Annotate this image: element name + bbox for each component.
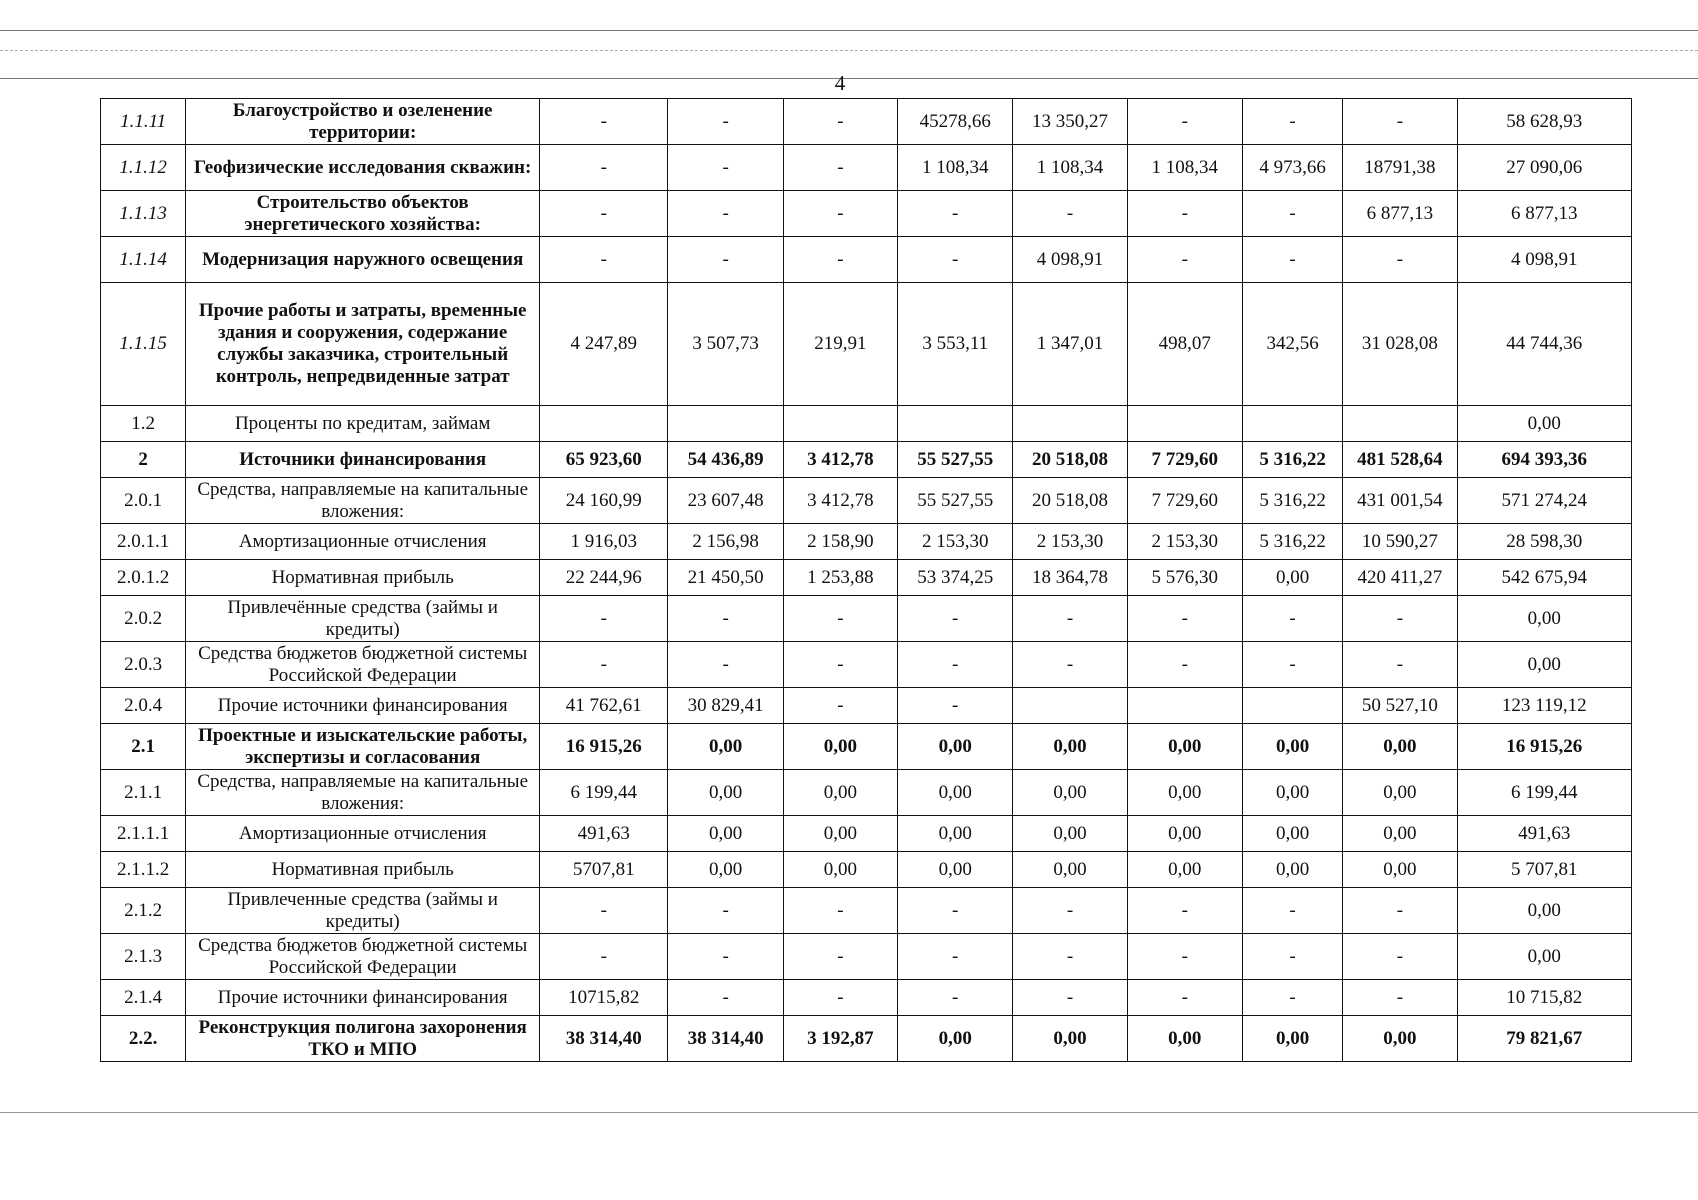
cell-value: 342,56	[1242, 283, 1342, 406]
row-code: 2.1.1.2	[101, 852, 186, 888]
cell-value: -	[1127, 237, 1242, 283]
cell-value: 3 412,78	[783, 442, 897, 478]
cell-value: -	[668, 596, 783, 642]
cell-value: -	[668, 934, 783, 980]
cell-value	[1242, 688, 1342, 724]
cell-value: -	[540, 888, 668, 934]
cell-value: 0,00	[898, 724, 1013, 770]
cell-value: -	[1242, 237, 1342, 283]
cell-value: 6 199,44	[540, 770, 668, 816]
row-name: Привлеченные средства (займы и кредиты)	[186, 888, 540, 934]
table-row	[101, 596, 1632, 642]
cell-total: 27 090,06	[1457, 145, 1632, 191]
row-code: 1.1.12	[101, 145, 186, 191]
cell-value: -	[1013, 888, 1127, 934]
row-name: Амортизационные отчисления	[186, 524, 540, 560]
cell-value: 41 762,61	[540, 688, 668, 724]
financing-table	[100, 98, 1632, 1062]
cell-total: 6 877,13	[1457, 191, 1632, 237]
cell-value: 4 973,66	[1242, 145, 1342, 191]
table-row	[101, 934, 1632, 980]
table-row	[101, 724, 1632, 770]
cell-value: 1 253,88	[783, 560, 897, 596]
row-name: Средства, направляемые на капитальные вложения:	[186, 478, 540, 524]
row-name: Средства бюджетов бюджетной системы Российской Федерации	[186, 642, 540, 688]
cell-value: 420 411,27	[1343, 560, 1457, 596]
cell-total: 0,00	[1457, 596, 1632, 642]
row-name: Прочие источники финансирования	[186, 688, 540, 724]
cell-value: -	[540, 642, 668, 688]
cell-value: 21 450,50	[668, 560, 783, 596]
cell-value: -	[1013, 596, 1127, 642]
cell-value: -	[1242, 934, 1342, 980]
cell-value: -	[898, 596, 1013, 642]
row-name: Проектные и изыскательские работы, экспертизы и согласования	[186, 724, 540, 770]
row-code: 2.1.3	[101, 934, 186, 980]
cell-value: -	[783, 934, 897, 980]
table-row	[101, 816, 1632, 852]
cell-value: 3 192,87	[783, 1016, 897, 1062]
cell-value: -	[783, 191, 897, 237]
row-name: Амортизационные отчисления	[186, 816, 540, 852]
cell-value: 54 436,89	[668, 442, 783, 478]
row-code: 1.1.13	[101, 191, 186, 237]
cell-value: -	[1242, 596, 1342, 642]
cell-value	[1343, 406, 1457, 442]
cell-total: 4 098,91	[1457, 237, 1632, 283]
cell-value	[540, 406, 668, 442]
cell-value: 3 412,78	[783, 478, 897, 524]
cell-value: 0,00	[783, 724, 897, 770]
cell-value: 0,00	[1013, 816, 1127, 852]
cell-total: 5 707,81	[1457, 852, 1632, 888]
cell-value: -	[540, 145, 668, 191]
cell-value: 431 001,54	[1343, 478, 1457, 524]
cell-total: 694 393,36	[1457, 442, 1632, 478]
cell-value: -	[783, 237, 897, 283]
cell-value: -	[1127, 99, 1242, 145]
cell-value: 2 153,30	[1013, 524, 1127, 560]
cell-total: 79 821,67	[1457, 1016, 1632, 1062]
cell-value	[1127, 688, 1242, 724]
cell-value: 0,00	[668, 770, 783, 816]
table-row	[101, 524, 1632, 560]
cell-value: -	[898, 934, 1013, 980]
table-row	[101, 1016, 1632, 1062]
cell-value: -	[540, 191, 668, 237]
row-name: Средства, направляемые на капитальные вложения:	[186, 770, 540, 816]
cell-value: 5707,81	[540, 852, 668, 888]
table-row	[101, 688, 1632, 724]
row-name: Средства бюджетов бюджетной системы Российской Федерации	[186, 934, 540, 980]
cell-value: 0,00	[1343, 770, 1457, 816]
cell-value: -	[898, 980, 1013, 1016]
cell-value: 0,00	[783, 816, 897, 852]
cell-value: 5 576,30	[1127, 560, 1242, 596]
cell-value: -	[898, 237, 1013, 283]
page-number: 4	[834, 71, 846, 95]
cell-total: 0,00	[1457, 642, 1632, 688]
cell-value: 45278,66	[898, 99, 1013, 145]
row-code: 2.0.4	[101, 688, 186, 724]
cell-value: 30 829,41	[668, 688, 783, 724]
cell-value: 0,00	[1013, 724, 1127, 770]
cell-value: 0,00	[898, 816, 1013, 852]
bottom-rule	[0, 1112, 1698, 1113]
cell-total: 44 744,36	[1457, 283, 1632, 406]
cell-value: 55 527,55	[898, 478, 1013, 524]
cell-value: 2 156,98	[668, 524, 783, 560]
cell-value	[783, 406, 897, 442]
table-row	[101, 145, 1632, 191]
cell-value: -	[1127, 642, 1242, 688]
cell-value: 7 729,60	[1127, 478, 1242, 524]
row-code: 2.0.2	[101, 596, 186, 642]
cell-value: -	[540, 934, 668, 980]
row-code: 2.0.1	[101, 478, 186, 524]
cell-value: -	[783, 888, 897, 934]
cell-value: -	[1013, 642, 1127, 688]
cell-value: 0,00	[898, 1016, 1013, 1062]
row-name: Нормативная прибыль	[186, 560, 540, 596]
cell-value: 491,63	[540, 816, 668, 852]
cell-value: 3 507,73	[668, 283, 783, 406]
row-code: 2.0.3	[101, 642, 186, 688]
cell-value: 0,00	[898, 770, 1013, 816]
cell-value: -	[783, 99, 897, 145]
cell-value: 0,00	[1127, 852, 1242, 888]
cell-value: -	[898, 688, 1013, 724]
cell-value: 31 028,08	[1343, 283, 1457, 406]
row-name: Реконструкция полигона захоронения ТКО и МПО	[186, 1016, 540, 1062]
row-name: Строительство объектов энергетического хозяйства:	[186, 191, 540, 237]
cell-value: -	[1242, 642, 1342, 688]
cell-value: 0,00	[783, 852, 897, 888]
row-code: 2.0.1.2	[101, 560, 186, 596]
cell-value: 0,00	[1013, 852, 1127, 888]
cell-value: 0,00	[1013, 1016, 1127, 1062]
cell-value: 0,00	[1127, 816, 1242, 852]
cell-total: 571 274,24	[1457, 478, 1632, 524]
cell-total: 491,63	[1457, 816, 1632, 852]
cell-value: 0,00	[1013, 770, 1127, 816]
table-row	[101, 852, 1632, 888]
top-rule-dashed	[0, 50, 1698, 51]
cell-total: 28 598,30	[1457, 524, 1632, 560]
cell-value: -	[1242, 99, 1342, 145]
cell-value: 65 923,60	[540, 442, 668, 478]
row-name: Модернизация наружного освещения	[186, 237, 540, 283]
cell-value: 0,00	[668, 852, 783, 888]
cell-value: 0,00	[1242, 852, 1342, 888]
cell-value: 0,00	[1127, 1016, 1242, 1062]
cell-value: -	[1242, 980, 1342, 1016]
cell-value: 6 877,13	[1343, 191, 1457, 237]
cell-total: 542 675,94	[1457, 560, 1632, 596]
cell-value: -	[1127, 980, 1242, 1016]
cell-value: 55 527,55	[898, 442, 1013, 478]
table-row	[101, 191, 1632, 237]
cell-total: 6 199,44	[1457, 770, 1632, 816]
cell-value	[1013, 406, 1127, 442]
row-code: 1.1.11	[101, 99, 186, 145]
cell-value: -	[1013, 980, 1127, 1016]
cell-value: 5 316,22	[1242, 442, 1342, 478]
cell-value: -	[1343, 934, 1457, 980]
table-row	[101, 980, 1632, 1016]
cell-value: -	[1242, 191, 1342, 237]
cell-value: -	[1013, 934, 1127, 980]
cell-value: -	[1343, 642, 1457, 688]
cell-value: 2 158,90	[783, 524, 897, 560]
cell-value: 7 729,60	[1127, 442, 1242, 478]
cell-value: 0,00	[898, 852, 1013, 888]
row-code: 1.1.14	[101, 237, 186, 283]
cell-value: 24 160,99	[540, 478, 668, 524]
cell-value: -	[668, 191, 783, 237]
cell-value: 0,00	[1343, 816, 1457, 852]
row-name: Геофизические исследования скважин:	[186, 145, 540, 191]
cell-value	[668, 406, 783, 442]
cell-total: 10 715,82	[1457, 980, 1632, 1016]
cell-value	[1242, 406, 1342, 442]
cell-value: 0,00	[1242, 560, 1342, 596]
cell-value: 4 247,89	[540, 283, 668, 406]
cell-value	[1013, 688, 1127, 724]
cell-value: 0,00	[668, 724, 783, 770]
cell-value: -	[783, 980, 897, 1016]
cell-value: -	[668, 99, 783, 145]
cell-total: 16 915,26	[1457, 724, 1632, 770]
cell-value: 498,07	[1127, 283, 1242, 406]
row-code: 2.1.2	[101, 888, 186, 934]
cell-value: 2 153,30	[1127, 524, 1242, 560]
table-row	[101, 888, 1632, 934]
cell-value: -	[1343, 888, 1457, 934]
cell-value: 1 108,34	[898, 145, 1013, 191]
table-row	[101, 237, 1632, 283]
cell-value: 3 553,11	[898, 283, 1013, 406]
row-code: 2.1	[101, 724, 186, 770]
cell-value: 1 347,01	[1013, 283, 1127, 406]
cell-value: -	[1343, 237, 1457, 283]
cell-value: -	[540, 596, 668, 642]
cell-value: -	[1242, 888, 1342, 934]
cell-value: 1 108,34	[1013, 145, 1127, 191]
cell-value: 0,00	[1127, 724, 1242, 770]
cell-total: 0,00	[1457, 934, 1632, 980]
cell-value: -	[668, 237, 783, 283]
cell-value: 219,91	[783, 283, 897, 406]
cell-value: -	[1013, 191, 1127, 237]
row-name: Благоустройство и озеленение территории:	[186, 99, 540, 145]
row-name: Прочие работы и затраты, временные здания и сооружения, содержание службы заказчика, строительный контроль, непредвиденные затрат	[186, 283, 540, 406]
cell-value: 1 916,03	[540, 524, 668, 560]
row-code: 2.1.4	[101, 980, 186, 1016]
row-name: Привлечённые средства (займы и кредиты)	[186, 596, 540, 642]
cell-value: -	[1127, 596, 1242, 642]
cell-value: 20 518,08	[1013, 478, 1127, 524]
table-row	[101, 283, 1632, 406]
cell-value: -	[668, 145, 783, 191]
cell-value: 16 915,26	[540, 724, 668, 770]
cell-value: 10715,82	[540, 980, 668, 1016]
cell-value: 10 590,27	[1343, 524, 1457, 560]
cell-value: 0,00	[783, 770, 897, 816]
cell-value: 0,00	[1343, 724, 1457, 770]
cell-value: -	[668, 980, 783, 1016]
row-code: 2.1.1.1	[101, 816, 186, 852]
cell-value: 23 607,48	[668, 478, 783, 524]
cell-total: 123 119,12	[1457, 688, 1632, 724]
cell-value: -	[898, 888, 1013, 934]
cell-value: 5 316,22	[1242, 478, 1342, 524]
cell-value: -	[783, 688, 897, 724]
cell-value: 50 527,10	[1343, 688, 1457, 724]
row-name: Прочие источники финансирования	[186, 980, 540, 1016]
cell-value: -	[1343, 980, 1457, 1016]
row-name: Нормативная прибыль	[186, 852, 540, 888]
cell-value: 481 528,64	[1343, 442, 1457, 478]
cell-total: 0,00	[1457, 406, 1632, 442]
cell-value: -	[1343, 596, 1457, 642]
cell-value: -	[783, 145, 897, 191]
cell-value: -	[668, 642, 783, 688]
cell-value: 38 314,40	[668, 1016, 783, 1062]
cell-value: 0,00	[1242, 816, 1342, 852]
table-row	[101, 406, 1632, 442]
cell-value: 18 364,78	[1013, 560, 1127, 596]
cell-value: -	[1127, 888, 1242, 934]
cell-value: 0,00	[1343, 1016, 1457, 1062]
row-code: 2	[101, 442, 186, 478]
cell-value	[1127, 406, 1242, 442]
cell-value: 13 350,27	[1013, 99, 1127, 145]
cell-value: -	[1127, 934, 1242, 980]
cell-value: 22 244,96	[540, 560, 668, 596]
cell-value: 53 374,25	[898, 560, 1013, 596]
table-row	[101, 442, 1632, 478]
table-row	[101, 642, 1632, 688]
cell-value: -	[540, 99, 668, 145]
table-row	[101, 478, 1632, 524]
cell-value: 2 153,30	[898, 524, 1013, 560]
cell-value: 0,00	[1242, 1016, 1342, 1062]
row-code: 1.2	[101, 406, 186, 442]
row-code: 2.2.	[101, 1016, 186, 1062]
cell-value: 1 108,34	[1127, 145, 1242, 191]
cell-value: -	[783, 596, 897, 642]
row-code: 2.0.1.1	[101, 524, 186, 560]
table-row	[101, 560, 1632, 596]
cell-value: 4 098,91	[1013, 237, 1127, 283]
cell-value: -	[668, 888, 783, 934]
table-row	[101, 99, 1632, 145]
cell-value	[898, 406, 1013, 442]
cell-total: 58 628,93	[1457, 99, 1632, 145]
top-rule	[0, 30, 1698, 31]
cell-value: 0,00	[668, 816, 783, 852]
cell-value: -	[1127, 191, 1242, 237]
cell-value: 0,00	[1242, 770, 1342, 816]
cell-value: -	[1343, 99, 1457, 145]
row-name: Проценты по кредитам, займам	[186, 406, 540, 442]
cell-total: 0,00	[1457, 888, 1632, 934]
row-code: 2.1.1	[101, 770, 186, 816]
cell-value: 0,00	[1127, 770, 1242, 816]
cell-value: -	[898, 642, 1013, 688]
cell-value: 5 316,22	[1242, 524, 1342, 560]
cell-value: -	[898, 191, 1013, 237]
row-name: Источники финансирования	[186, 442, 540, 478]
cell-value: 20 518,08	[1013, 442, 1127, 478]
cell-value: -	[540, 237, 668, 283]
cell-value: -	[783, 642, 897, 688]
row-code: 1.1.15	[101, 283, 186, 406]
cell-value: 0,00	[1343, 852, 1457, 888]
table-row	[101, 770, 1632, 816]
cell-value: 38 314,40	[540, 1016, 668, 1062]
cell-value: 18791,38	[1343, 145, 1457, 191]
header-rule	[0, 78, 1698, 79]
cell-value: 0,00	[1242, 724, 1342, 770]
